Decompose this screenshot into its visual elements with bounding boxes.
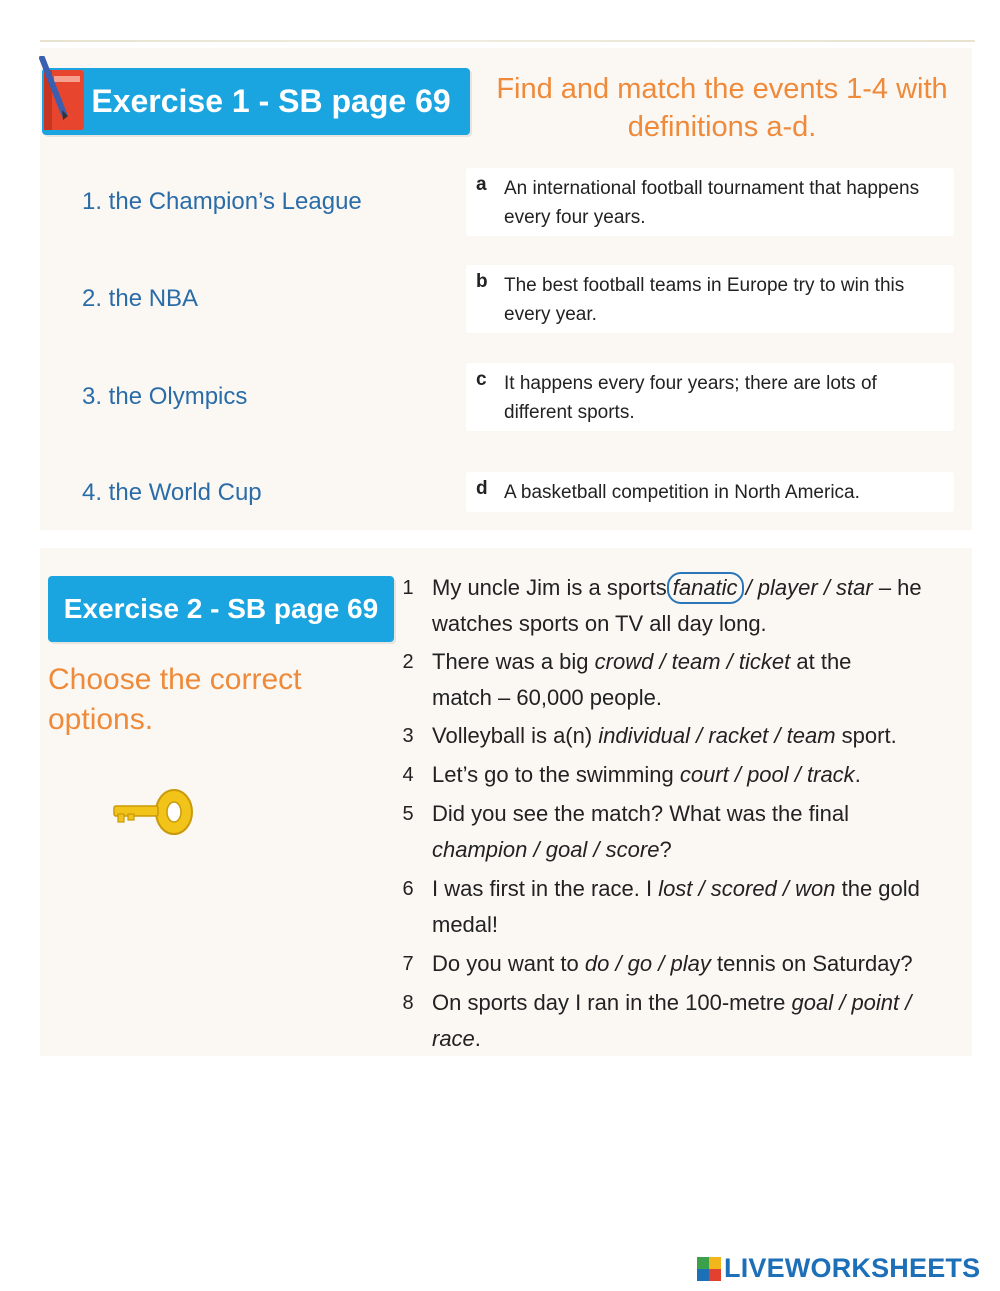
liveworksheets-brand[interactable] (697, 1253, 980, 1284)
question-pre: I was first in the race. I (432, 876, 659, 901)
question-post: – he watches sports on TV all day long. (432, 575, 922, 636)
notebook-pencil-icon (36, 56, 92, 134)
question-post: ? (659, 837, 672, 862)
exercise1-banner (42, 68, 470, 135)
exercise2-instruction: Choose the correct options. (48, 663, 302, 736)
question-options[interactable]: do / go / play (584, 951, 711, 976)
question-options: / player / star (745, 575, 873, 600)
definition-letter: b (476, 271, 488, 292)
exercise1-instruction: Find and match the events 1-4 with definitions a-d. (496, 73, 948, 143)
question-number: 4 (402, 764, 414, 786)
event-2: 2. the NBA (82, 285, 199, 312)
question-options[interactable]: champion / goal / score (432, 837, 660, 862)
definition-text: A basketball competition in North America. (504, 482, 860, 503)
question-options[interactable]: court / pool / track (679, 762, 855, 787)
question-pre: Do you want to (432, 951, 585, 976)
exercise1-banner-text: Exercise 1 - SB page 69 (91, 83, 451, 119)
definition-d (466, 472, 954, 512)
question-number: 7 (402, 953, 414, 975)
question-post: sport. (835, 723, 897, 748)
event-4: 4. the World Cup (82, 479, 262, 506)
question-pre: Let’s go to the swimming (432, 762, 680, 787)
liveworksheets-logo-icon (697, 1257, 721, 1281)
question-text (432, 757, 972, 793)
exercise2-banner-text: Exercise 2 - SB page 69 (63, 593, 379, 624)
question-number: 8 (402, 992, 414, 1014)
question-options[interactable]: crowd / team / ticket (594, 649, 791, 674)
question-pre: There was a big (432, 649, 595, 674)
question-text (432, 871, 932, 943)
question-pre: Did you see the match? What was the final (432, 801, 849, 826)
definition-b (466, 265, 954, 333)
question-pre: On sports day I ran in the 100-metre (432, 990, 792, 1015)
event-3: 3. the Olympics (82, 383, 248, 410)
question-pre: Volleyball is a(n) (432, 723, 599, 748)
definition-letter: d (476, 478, 488, 499)
definition-text: An international football tournament that happens every four years. (504, 178, 920, 228)
question-text (432, 644, 912, 716)
question-pre: My uncle Jim is a sports (432, 575, 667, 600)
circled-answer[interactable] (667, 572, 744, 604)
question-options[interactable]: lost / scored / won (658, 876, 836, 901)
question-number: 3 (402, 725, 414, 747)
definition-text: The best football teams in Europe try to win this every year. (504, 275, 905, 325)
definition-letter: a (476, 174, 487, 195)
question-text (432, 946, 992, 982)
question-number: 6 (402, 878, 414, 900)
question-options[interactable]: goal / point / race (432, 990, 912, 1051)
question-number: 2 (402, 651, 414, 673)
question-post: at the match – 60,000 people. (432, 649, 852, 710)
question-post: the gold medal! (432, 876, 920, 937)
question-options[interactable]: individual / racket / team (598, 723, 836, 748)
question-post: . (854, 762, 861, 787)
question-text (432, 985, 922, 1057)
event-1: 1. the Champion’s League (82, 188, 362, 215)
definition-letter: c (476, 369, 487, 390)
liveworksheets-text: LIVEWORKSHEETS (724, 1253, 981, 1283)
circled-answer-text: fanatic (672, 575, 738, 600)
exercise2-banner (48, 576, 394, 642)
definition-text: It happens every four years; there are lots of different sports. (504, 373, 877, 423)
question-number: 5 (402, 803, 414, 825)
key-icon (108, 784, 196, 840)
question-number: 1 (402, 577, 414, 599)
question-text (432, 796, 912, 868)
question-text (432, 570, 972, 642)
top-divider (40, 40, 975, 42)
question-post: . (474, 1026, 481, 1051)
definition-a (466, 168, 954, 236)
question-post: tennis on Saturday? (710, 951, 913, 976)
definition-c (466, 363, 954, 431)
question-text (432, 718, 972, 754)
